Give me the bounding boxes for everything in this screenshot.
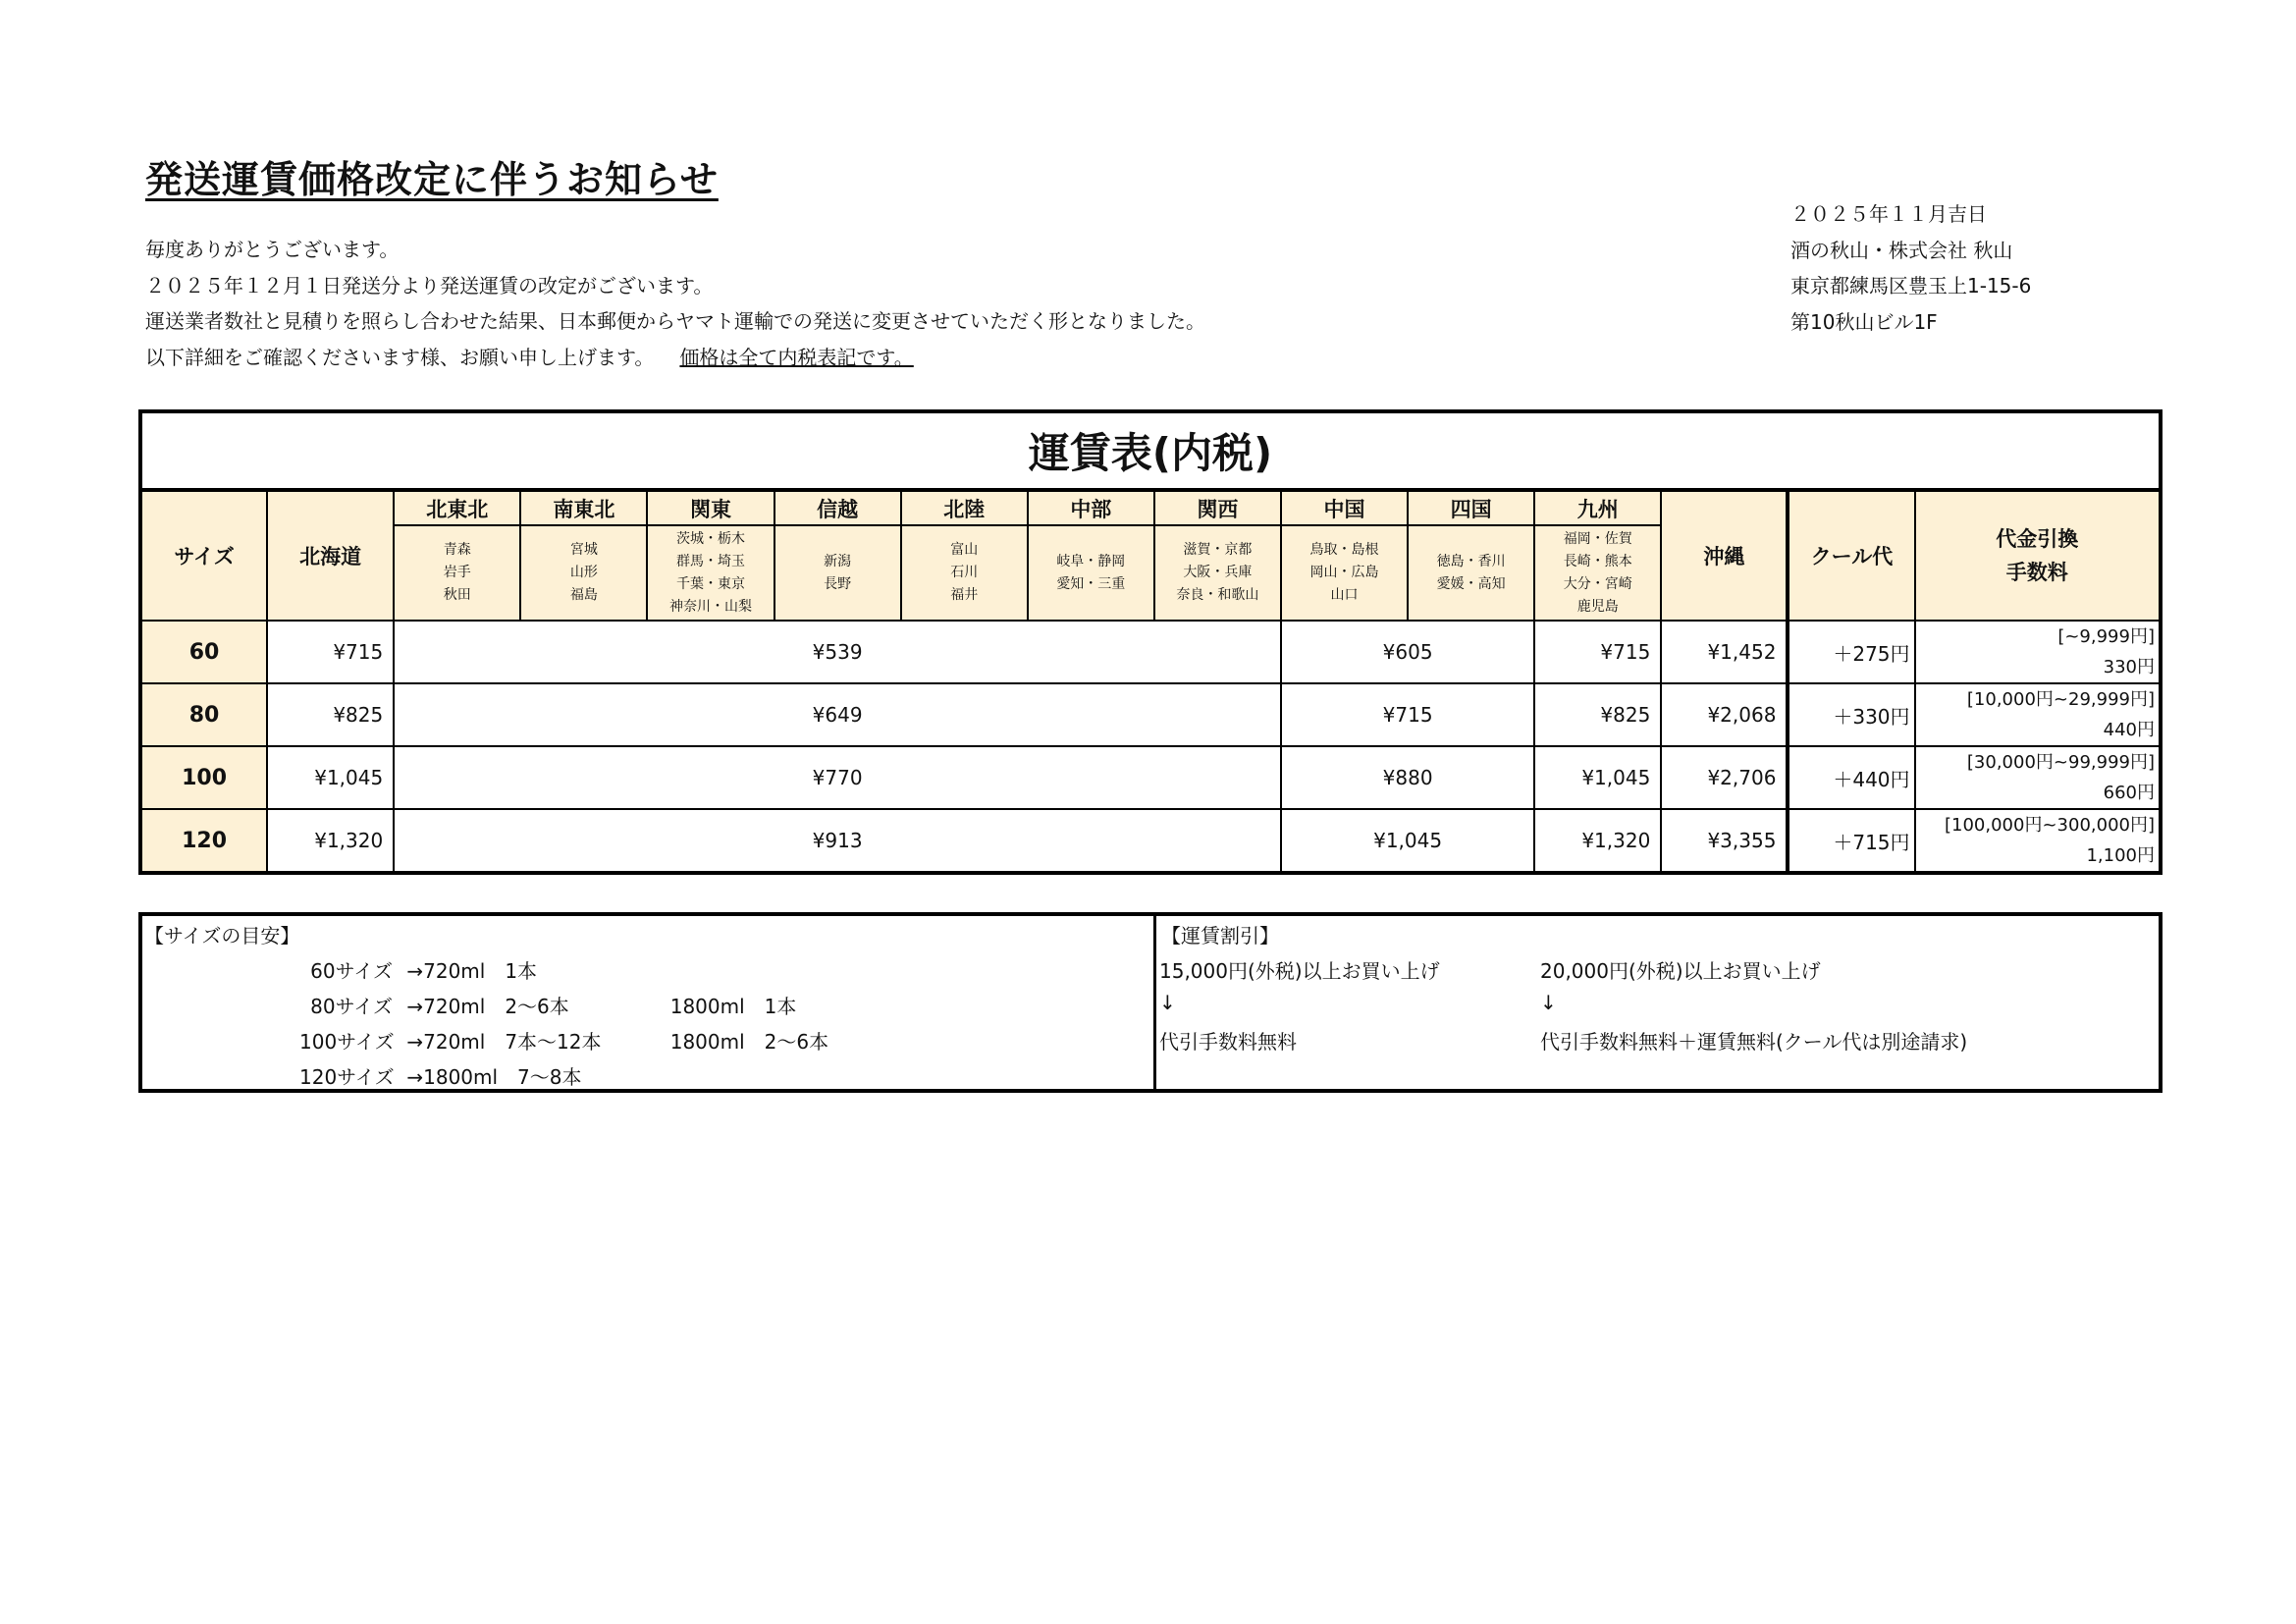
header-prefectures: 新潟 長野 [774,525,901,621]
okinawa-rate: ¥3,355 [1661,809,1788,873]
okinawa-rate: ¥2,706 [1661,746,1788,809]
honshu-rate: ¥770 [394,746,1281,809]
guide-720: →720ml 7本〜12本 [406,1030,602,1054]
header-prefectures: 茨城・栃木 群馬・埼玉 千葉・東京 神奈川・山梨 [647,525,774,621]
sender-block [1790,196,2031,340]
guide-1800: 1800ml 2〜6本 [669,1030,829,1054]
cool-fee: ＋275円 [1788,621,1914,683]
honshu-rate: ¥539 [394,621,1281,683]
guide-1800: 1800ml 1本 [669,995,797,1018]
chugoku-shikoku-rate: ¥880 [1281,746,1534,809]
header-prefectures: 滋賀・京都 大阪・兵庫 奈良・和歌山 [1154,525,1281,621]
header-region: 九州 [1534,490,1661,525]
header-region: 南東北 [520,490,647,525]
header-region: 関西 [1154,490,1281,525]
header-region: 中部 [1028,490,1154,525]
header-prefectures: 徳島・香川 愛媛・高知 [1408,525,1534,621]
cod-range: [100,000円~300,000円] [1945,815,2155,836]
size-cell: 100 [140,746,267,809]
guide-size: 120サイズ [299,1065,395,1089]
hokkaido-rate: ¥715 [267,621,394,683]
guide-size: 80サイズ [310,995,393,1018]
guide-720: →720ml 2〜6本 [406,995,569,1018]
header-prefectures: 富山 石川 福井 [901,525,1028,621]
size-guide-line [299,955,664,984]
cod-fee: 660円 [2103,783,2155,803]
cool-fee: ＋330円 [1788,683,1914,746]
size-guide-title: 【サイズの目安】 [144,924,300,947]
cod-range: [10,000円~29,999円] [1966,689,2155,710]
cod-fee: 1,100円 [2086,845,2155,866]
size-guide-line [299,1061,664,1090]
discount-condition: 20,000円(外税)以上お買い上げ [1540,959,1821,983]
kyushu-rate: ¥1,045 [1534,746,1661,809]
company-address: 東京都練馬区豊玉上1-15-6 [1790,274,2032,298]
company-name: 酒の秋山・株式会社 秋山 [1790,238,2013,262]
okinawa-rate: ¥1,452 [1661,621,1788,683]
discount-title: 【運賃割引】 [1161,924,1279,947]
table-row [140,746,2161,809]
cod-fee: 330円 [2103,657,2155,677]
cod-range: [30,000円~99,999円] [1966,752,2155,773]
table-row [140,809,2161,873]
size-cell: 80 [140,683,267,746]
cod-fee-cell [1915,621,2161,683]
header-prefectures: 宮城 山形 福島 [520,525,647,621]
hokkaido-rate: ¥825 [267,683,394,746]
guide-size: 60サイズ [310,959,393,983]
cod-fee: 440円 [2103,720,2155,740]
honshu-rate: ¥649 [394,683,1281,746]
header-region: 中国 [1281,490,1408,525]
price-note: 価格は全て内税表記です。 [679,345,914,369]
intro-line: ２０２５年１２月１日発送分より発送運賃の改定がございます。 [145,273,714,298]
table-row [140,621,2161,683]
chugoku-shikoku-rate: ¥1,045 [1281,809,1534,873]
guide-720: →720ml 1本 [406,959,538,983]
header-region: 北東北 [394,490,520,525]
intro-line: 毎度ありがとうございます。 [145,238,400,261]
cod-fee-cell [1915,683,2161,746]
okinawa-rate: ¥2,068 [1661,683,1788,746]
cod-fee-cell [1915,809,2161,873]
hokkaido-rate: ¥1,320 [267,809,394,873]
hokkaido-rate: ¥1,045 [267,746,394,809]
header-prefectures: 福岡・佐賀 長崎・熊本 大分・宮崎 鹿児島 [1534,525,1661,621]
size-cell: 60 [140,621,267,683]
honshu-rate: ¥913 [394,809,1281,873]
header-region: 信越 [774,490,901,525]
discount-result: 代引手数料無料＋運賃無料(クール代は別途請求) [1540,1030,1968,1054]
discount-condition: 15,000円(外税)以上お買い上げ [1159,959,1440,983]
cool-fee: ＋440円 [1788,746,1914,809]
header-prefectures: 岐阜・静岡 愛知・三重 [1028,525,1154,621]
guide-720: →1800ml 7〜8本 [406,1065,582,1089]
discount-arrow: ↓ [1540,991,1557,1014]
company-building: 第10秋山ビル1F [1790,309,1938,334]
discount-result: 代引手数料無料 [1159,1030,1297,1054]
discount-arrow: ↓ [1159,991,1176,1014]
header-cod-fee: 代金引換 手数料 [1915,490,2161,621]
header-region: 関東 [647,490,774,525]
kyushu-rate: ¥715 [1534,621,1661,683]
header-size: サイズ [140,490,267,621]
intro-line: 運送業者数社と見積りを照らし合わせた結果、日本郵便からヤマト運輸での発送に変更させていただく形となりました。 [145,309,1205,333]
info-box [138,912,2163,1093]
chugoku-shikoku-rate: ¥605 [1281,621,1534,683]
cod-fee-cell [1915,746,2161,809]
header-region: 四国 [1408,490,1534,525]
kyushu-rate: ¥825 [1534,683,1661,746]
box-divider [1153,916,1156,1089]
cod-range: [~9,999円] [2057,626,2155,647]
rate-table [138,409,2163,875]
header-region: 北陸 [901,490,1028,525]
size-guide-line [299,1026,828,1055]
cool-fee: ＋715円 [1788,809,1914,873]
chugoku-shikoku-rate: ¥715 [1281,683,1534,746]
header-prefectures: 青森 岩手 秋田 [394,525,520,621]
header-prefectures: 鳥取・島根 岡山・広島 山口 [1281,525,1408,621]
intro-line [145,340,1205,376]
notice-date: ２０２５年１１月吉日 [1790,202,1987,226]
guide-size: 100サイズ [299,1030,395,1054]
table-row [140,683,2161,746]
kyushu-rate: ¥1,320 [1534,809,1661,873]
rate-table-caption: 運賃表(内税) [140,411,2161,490]
page-title: 発送運賃価格改定に伴うお知らせ [145,158,719,201]
intro-text [145,232,1205,375]
header-cool: クール代 [1788,490,1914,621]
intro-line-text: 以下詳細をご確認くださいます様、お願い申し上げます。 [145,345,655,369]
size-cell: 120 [140,809,267,873]
size-guide-line [299,991,796,1019]
header-okinawa: 沖縄 [1661,490,1788,621]
header-hokkaido: 北海道 [267,490,394,621]
